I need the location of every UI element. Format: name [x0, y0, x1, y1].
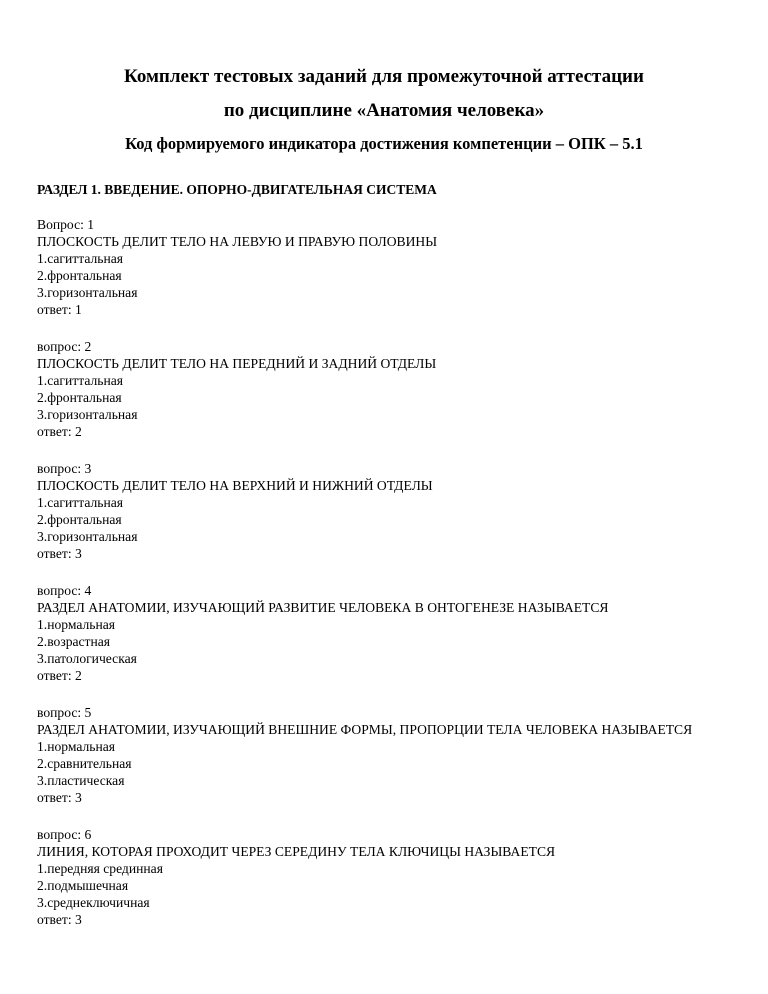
question-list — [37, 216, 713, 948]
answer-option: 1.нормальная — [37, 739, 116, 754]
question-4 — [37, 582, 713, 684]
question-text: ПЛОСКОСТЬ ДЕЛИТ ТЕЛО НА ВЕРХНИЙ И НИЖНИЙ ОТДЕЛЫ — [37, 478, 433, 493]
correct-answer: ответ: 1 — [37, 302, 82, 317]
answer-option: 1.сагиттальная — [37, 373, 124, 388]
correct-answer: ответ: 2 — [37, 424, 82, 439]
question-label: вопрос: 3 — [37, 461, 92, 476]
answer-option: 1.сагиттальная — [37, 495, 124, 510]
answer-option: 3.горизонтальная — [37, 529, 138, 544]
question-label: вопрос: 5 — [37, 705, 92, 720]
question-2 — [37, 338, 713, 440]
question-6 — [37, 826, 713, 928]
question-5 — [37, 704, 713, 806]
answer-option: 2.фронтальная — [37, 512, 122, 527]
question-label: Вопрос: 1 — [37, 217, 95, 232]
question-label: вопрос: 2 — [37, 339, 92, 354]
document-title: Комплект тестовых заданий для промежуточной аттестации — [124, 66, 644, 87]
section-heading: РАЗДЕЛ 1. ВВЕДЕНИЕ. ОПОРНО-ДВИГАТЕЛЬНАЯ СИСТЕМА — [37, 182, 437, 197]
question-text: ПЛОСКОСТЬ ДЕЛИТ ТЕЛО НА ПЕРЕДНИЙ И ЗАДНИЙ ОТДЕЛЫ — [37, 356, 437, 371]
question-1 — [37, 216, 713, 318]
answer-option: 2.сравнительная — [37, 756, 132, 771]
answer-option: 1.сагиттальная — [37, 251, 124, 266]
question-label: вопрос: 4 — [37, 583, 92, 598]
question-label: вопрос: 6 — [37, 827, 92, 842]
question-text: РАЗДЕЛ АНАТОМИИ, ИЗУЧАЮЩИЙ РАЗВИТИЕ ЧЕЛОВЕКА В ОНТОГЕНЕЗЕ НАЗЫВАЕТСЯ — [37, 600, 609, 615]
answer-option: 2.подмышечная — [37, 878, 129, 893]
competence-code: Код формируемого индикатора достижения компетенции – ОПК – 5.1 — [125, 134, 643, 153]
question-3 — [37, 460, 713, 562]
correct-answer: ответ: 3 — [37, 790, 82, 805]
answer-option: 3.среднеключичная — [37, 895, 150, 910]
answer-option: 3.патологическая — [37, 651, 137, 666]
answer-option: 2.возрастная — [37, 634, 111, 649]
correct-answer: ответ: 3 — [37, 546, 82, 561]
discipline-title: по дисциплине «Анатомия человека» — [223, 100, 545, 121]
correct-answer: ответ: 2 — [37, 668, 82, 683]
answer-option: 2.фронтальная — [37, 390, 122, 405]
answer-option: 1.передняя срединная — [37, 861, 163, 876]
answer-option: 3.пластическая — [37, 773, 125, 788]
answer-option: 2.фронтальная — [37, 268, 122, 283]
question-text: ЛИНИЯ, КОТОРАЯ ПРОХОДИТ ЧЕРЕЗ СЕРЕДИНУ ТЕЛА КЛЮЧИЦЫ НАЗЫВАЕТСЯ — [37, 844, 556, 859]
question-text: ПЛОСКОСТЬ ДЕЛИТ ТЕЛО НА ЛЕВУЮ И ПРАВУЮ ПОЛОВИНЫ — [37, 234, 438, 249]
answer-option: 3.горизонтальная — [37, 285, 138, 300]
correct-answer: ответ: 3 — [37, 912, 82, 927]
question-text: РАЗДЕЛ АНАТОМИИ, ИЗУЧАЮЩИЙ ВНЕШНИЕ ФОРМЫ, ПРОПОРЦИИ ТЕЛА ЧЕЛОВЕКА НАЗЫВАЕТСЯ — [37, 722, 693, 737]
answer-option: 1.нормальная — [37, 617, 116, 632]
answer-option: 3.горизонтальная — [37, 407, 138, 422]
